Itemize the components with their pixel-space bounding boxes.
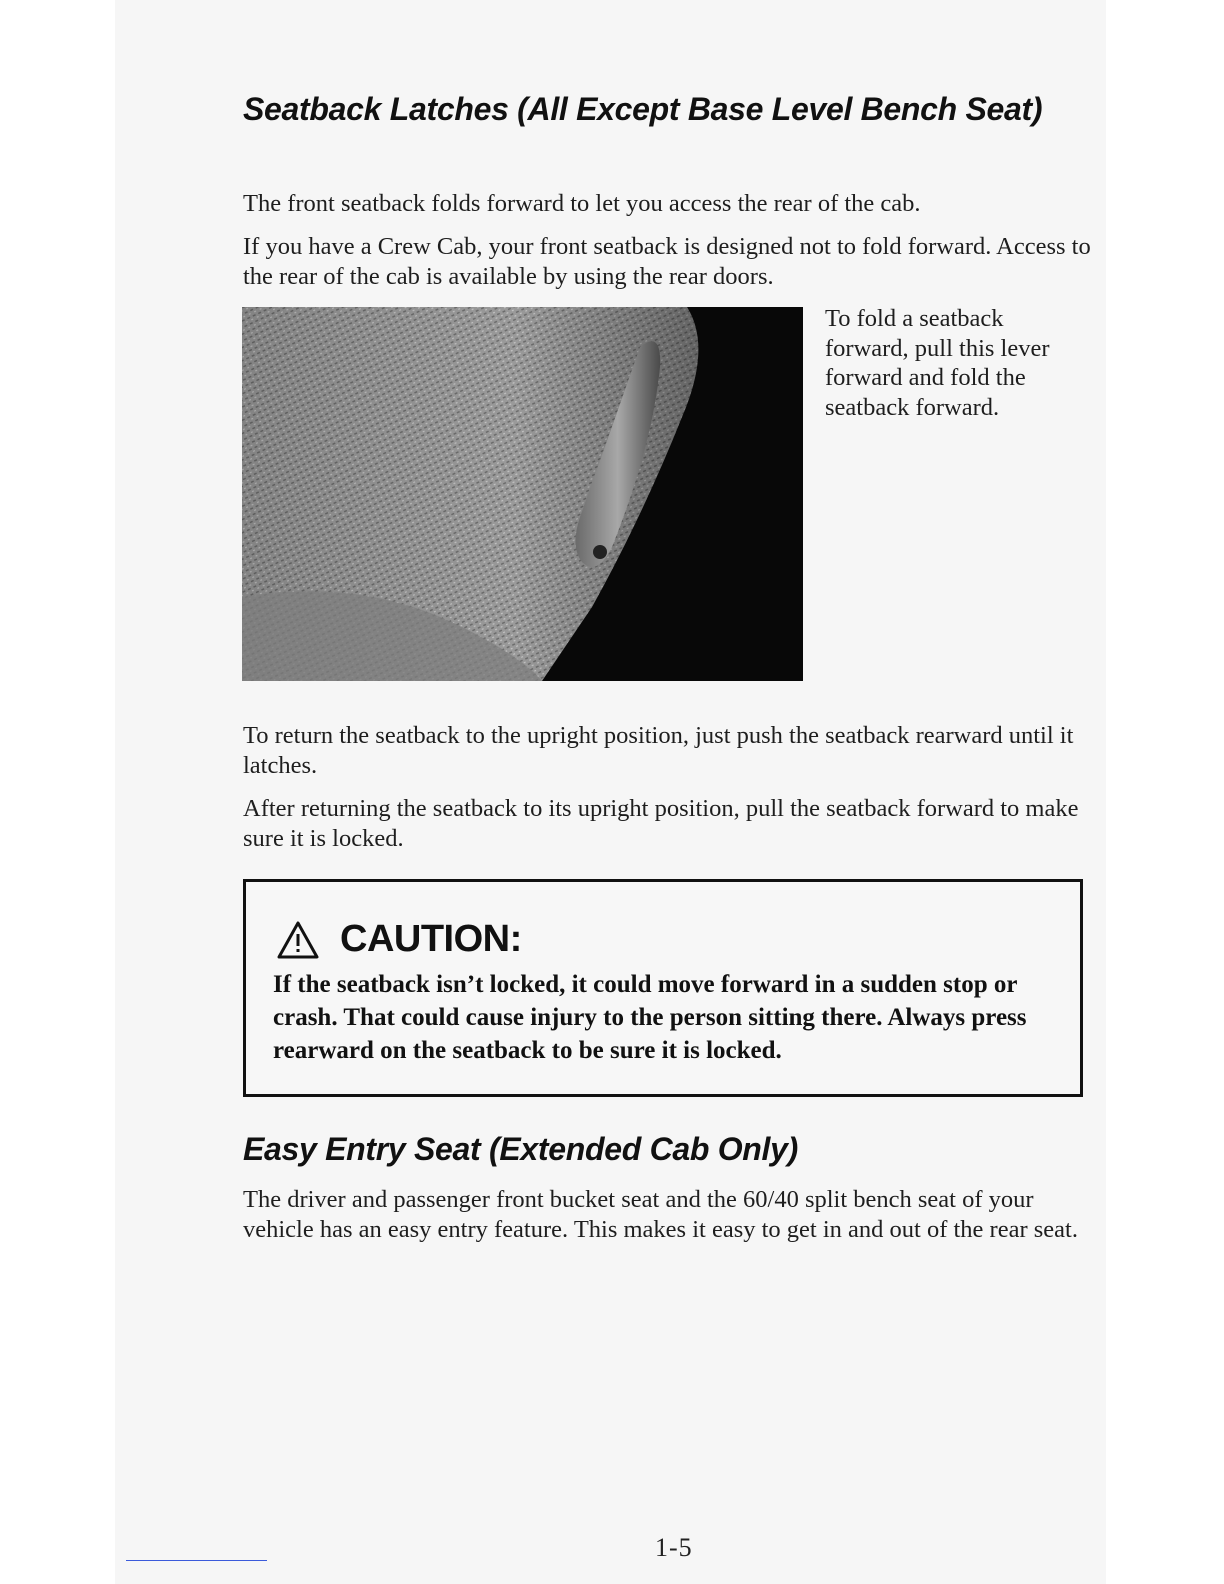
caution-header [276, 918, 522, 961]
paragraph-return-upright: To return the seatback to the upright position, just push the seatback rearward until it latches. [243, 722, 1074, 779]
right-margin [1106, 0, 1224, 1584]
warning-triangle-icon [276, 920, 320, 960]
caution-box [243, 879, 1083, 1097]
figure-caption: To fold a seatback forward, pull this lever forward and fold the seatback forward. [825, 305, 1050, 421]
section-heading-seatback-latches: Seatback Latches (All Except Base Level Bench Seat) [243, 91, 1043, 127]
paragraph-check-locked: After returning the seatback to its upright position, pull the seatback forward to make sure it is locked. [243, 795, 1079, 852]
caution-title: CAUTION: [340, 918, 522, 960]
paragraph-easy-entry: The driver and passenger front bucket seat and the 60/40 split bench seat of your vehicle has an easy entry feature. This makes it easy to get in and out of the rear seat. [243, 1186, 1078, 1243]
left-margin [0, 0, 115, 1584]
seatback-lever-photo [242, 307, 803, 681]
section-heading-easy-entry: Easy Entry Seat (Extended Cab Only) [243, 1131, 799, 1167]
paragraph-fold-forward: The front seatback folds forward to let you access the rear of the cab. [243, 190, 921, 217]
footer-rule [126, 1560, 267, 1561]
caution-text: If the seatback isn’t locked, it could move forward in a sudden stop or crash. That could cause injury to the person sitting there. Always press rearward on the seatback to be sure it is locked. [273, 971, 1027, 1064]
page-number: 1-5 [655, 1533, 693, 1562]
paragraph-crew-cab: If you have a Crew Cab, your front seatback is designed not to fold forward. Access to the rear of the cab is available by using the rear doors. [243, 233, 1091, 290]
